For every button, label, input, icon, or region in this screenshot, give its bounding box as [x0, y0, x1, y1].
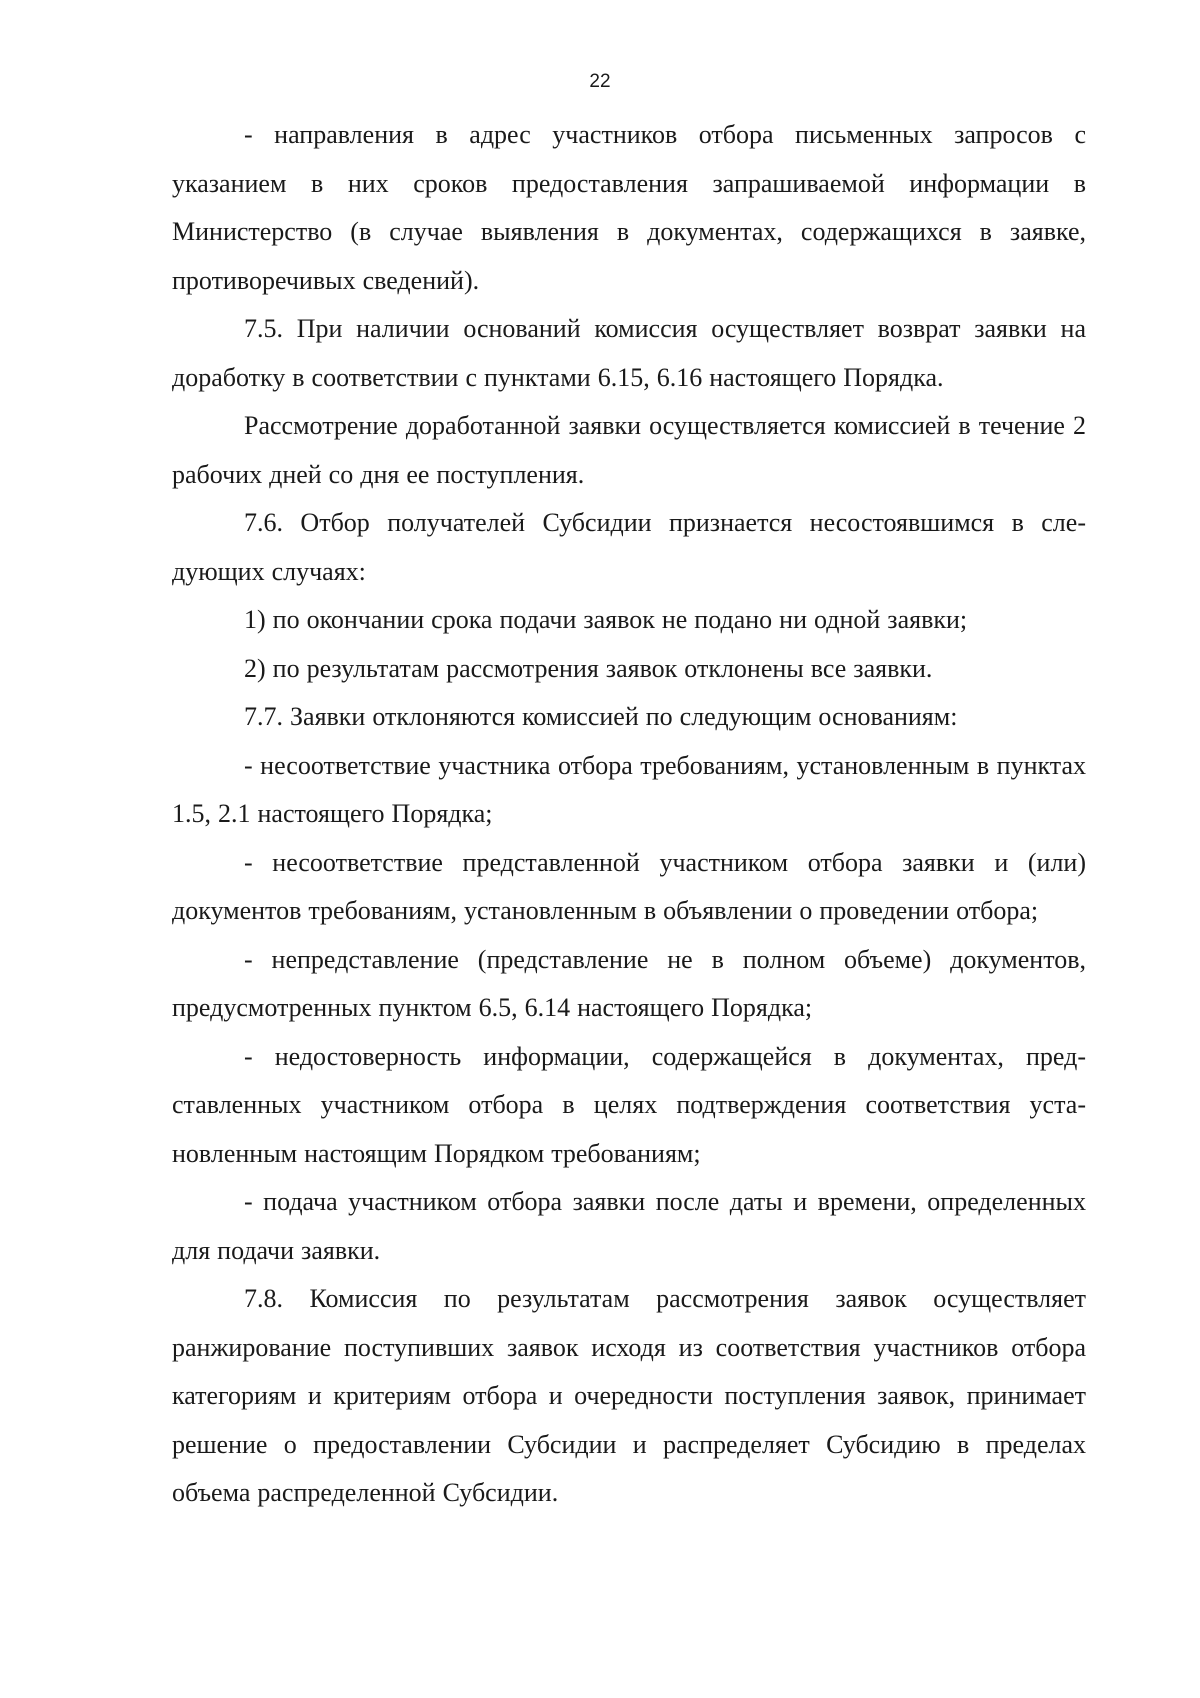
paragraph-7-5: 7.5. При наличии оснований комиссия осуществляет возврат заявки на доработку в соответствии с пунктами 6.15, 6.16 настоящего Порядка.	[172, 314, 1086, 392]
document-body	[172, 111, 1086, 1518]
paragraph-7-6: 7.6. Отбор получателей Субсидии признается несостоявшимся в следующих случаях:	[172, 508, 1086, 586]
paragraph-reason-participant: - несоответствие участника отбора требованиям, установленным в пунктах 1.5, 2.1 настоящего Порядка;	[172, 750, 1086, 828]
paragraph-revised-review: Рассмотрение доработанной заявки осуществляется комиссией в течение 2 рабочих дней со дня ее поступления.	[172, 411, 1086, 489]
paragraph-requests: - направления в адрес участников отбора письменных запросов с указанием в них сроков предоставления запрашиваемой информации в Министерство (в случае выявления в документах, содержащихся в заявке, противоречивых сведений).	[172, 120, 1086, 295]
paragraph-7-7: 7.7. Заявки отклоняются комиссией по следующим основаниям:	[244, 702, 958, 731]
paragraph-7-8: 7.8. Комиссия по результатам рассмотрения заявок осуществляет ранжирование поступивших заявок исходя из соответствия участников отбора категориям и критериям отбора и очередности поступления заявок, принимает решение о предоставлении Субсидии и распределяет Субсидию в пределах объема распределенной Субсидии.	[172, 1284, 1086, 1507]
paragraph-reason-late: - подача участником отбора заявки после даты и времени, определенных для подачи заявки.	[172, 1187, 1086, 1265]
paragraph-reason-application: - несоответствие представленной участником отбора заявки и (или) документов требованиям, установленным в объявлении о проведении отбора;	[172, 847, 1086, 925]
paragraph-case-2: 2) по результатам рассмотрения заявок отклонены все заявки.	[244, 653, 933, 683]
page-number: 22	[589, 71, 611, 92]
paragraph-case-1: 1) по окончании срока подачи заявок не подано ни одной заявки;	[244, 605, 968, 634]
paragraph-reason-unreliable: - недостоверность информации, содержащейся в документах, представленных участником отбора в целях подтверждения соответствия установленным настоящим Порядком требованиям;	[172, 1041, 1086, 1168]
paragraph-reason-documents: - непредставление (представление не в полном объеме) документов, предусмотренных пунктом 6.5, 6.14 настоящего Порядка;	[172, 944, 1086, 1022]
